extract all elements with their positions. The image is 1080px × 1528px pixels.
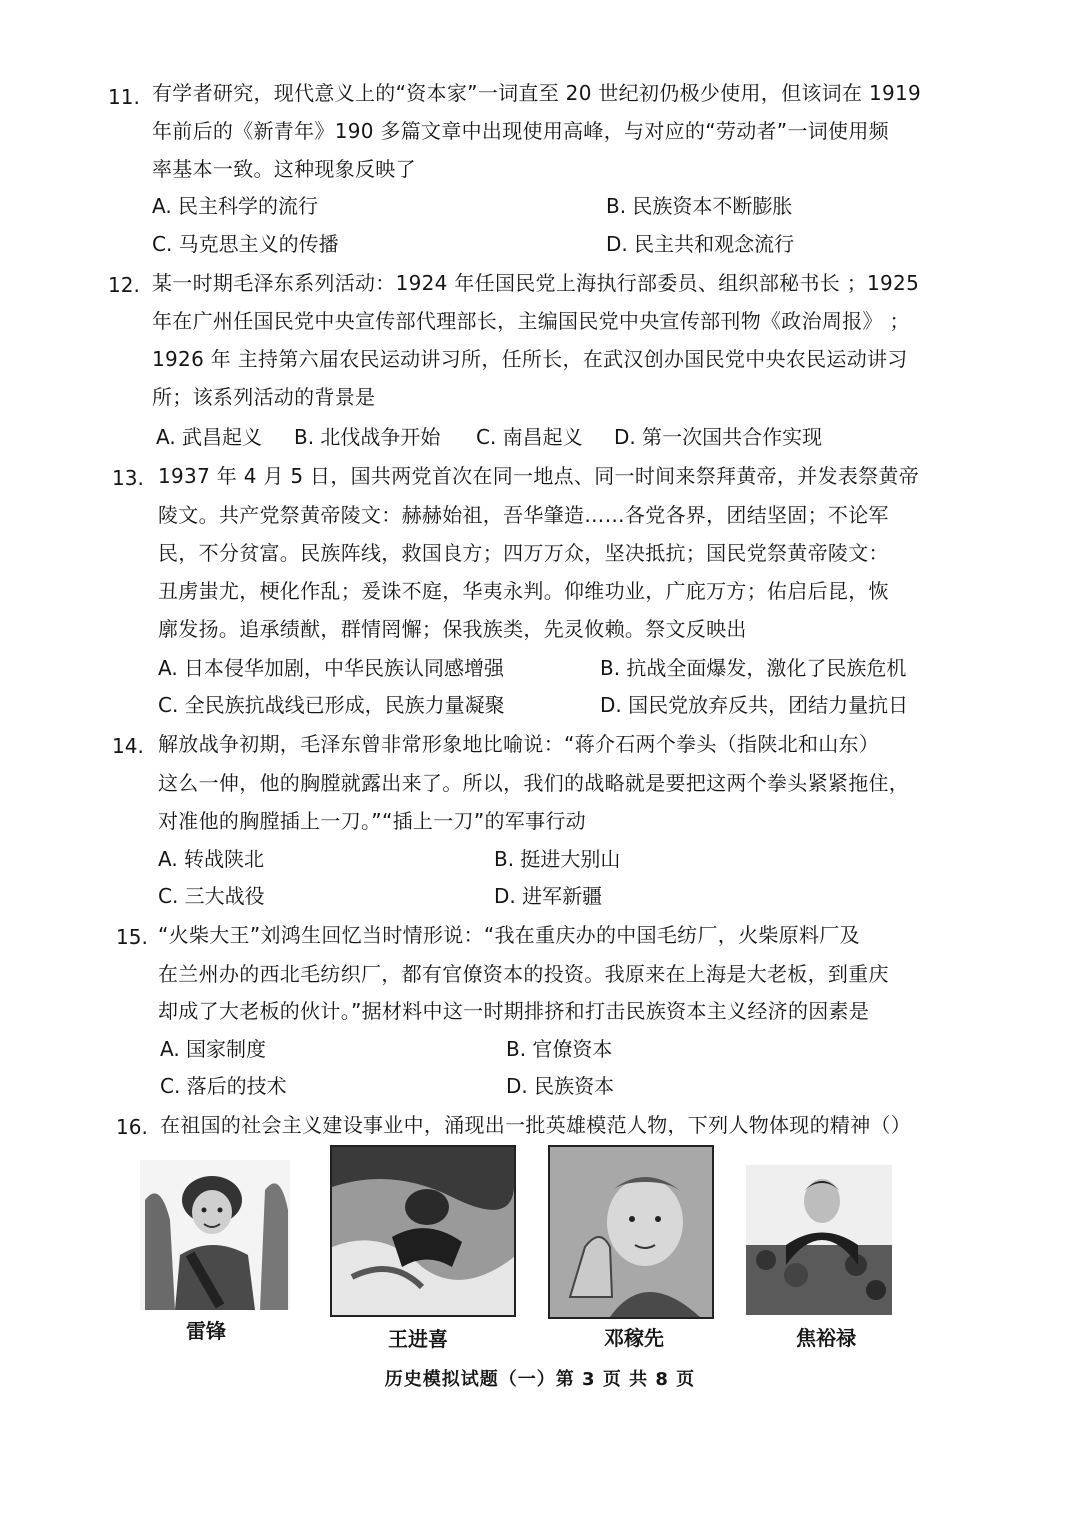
option-c: C. 南昌起义 bbox=[476, 425, 583, 449]
question-number: 11. bbox=[108, 85, 140, 109]
wang-jinxi-photo bbox=[330, 1145, 516, 1317]
option-a: A. 日本侵华加剧，中华民族认同感增强 bbox=[158, 656, 505, 680]
question-stem-line: 率基本一致。这种现象反映了 bbox=[152, 157, 416, 181]
deng-jiaxian-photo bbox=[548, 1145, 714, 1319]
option-a: A. 转战陕北 bbox=[158, 847, 265, 871]
question-stem-line: 在祖国的社会主义建设事业中，涌现出一批英雄模范人物，下列人物体现的精神（） bbox=[160, 1113, 912, 1137]
option-b: B. 北伐战争开始 bbox=[294, 425, 441, 449]
figure-caption-deng-jiaxian: 邓稼先 bbox=[604, 1326, 664, 1350]
question-stem-line: 解放战争初期，毛泽东曾非常形象地比喻说：“蒋介石两个拳头（指陕北和山东） bbox=[158, 732, 880, 756]
figure-caption-lei-feng: 雷锋 bbox=[186, 1319, 226, 1343]
option-d: D. 第一次国共合作实现 bbox=[614, 425, 823, 449]
option-a: A. 民主科学的流行 bbox=[152, 194, 319, 218]
option-c: C. 三大战役 bbox=[158, 884, 265, 908]
question-number: 12. bbox=[108, 273, 140, 297]
question-number: 13. bbox=[112, 466, 144, 490]
question-stem-line: 陵文。共产党祭黄帝陵文：赫赫始祖，吾华肇造……各党各界，团结坚固；不论军 bbox=[158, 503, 889, 527]
question-stem-line: 有学者研究，现代意义上的“资本家”一词直至 20 世纪初仍极少使用，但该词在 1919 bbox=[152, 81, 922, 105]
question-stem-line: 丑虏蚩尤，梗化作乱；爰诛不庭，华夷永判。仰维功业，广庇万方；佑启后昆，恢 bbox=[158, 579, 889, 603]
option-b: B. 民族资本不断膨胀 bbox=[606, 194, 793, 218]
option-d: D. 进军新疆 bbox=[494, 884, 603, 908]
question-stem-line: 在兰州办的西北毛纺织厂，都有官僚资本的投资。我原来在上海是大老板，到重庆 bbox=[158, 962, 889, 986]
option-a: A. 国家制度 bbox=[160, 1037, 267, 1061]
question-stem-line: 对准他的胸膛插上一刀。”“插上一刀”的军事行动 bbox=[158, 809, 586, 833]
lei-feng-photo bbox=[140, 1160, 290, 1310]
question-stem-line: “火柴大王”刘鸿生回忆当时情形说：“我在重庆办的中国毛纺厂，火柴原料厂及 bbox=[158, 923, 860, 947]
option-b: B. 抗战全面爆发，激化了民族危机 bbox=[600, 656, 907, 680]
question-stem-line: 某一时期毛泽东系列活动：1924 年任国民党上海执行部委员、组织部秘书长 ；1925 bbox=[152, 271, 920, 295]
question-stem-line: 却成了大老板的伙计。”据材料中这一时期排挤和打击民族资本主义经济的因素是 bbox=[158, 999, 870, 1023]
question-stem-line: 民，不分贫富。民族阵线，救国良方；四万万众，坚决抵抗；国民党祭黄帝陵文： bbox=[158, 541, 889, 565]
option-b: B. 官僚资本 bbox=[506, 1037, 613, 1061]
option-b: B. 挺进大别山 bbox=[494, 847, 621, 871]
option-d: D. 民主共和观念流行 bbox=[606, 232, 795, 256]
question-stem-line: 这么一伸，他的胸膛就露出来了。所以，我们的战略就是要把这两个拳头紧紧拖住， bbox=[158, 771, 910, 795]
figure-caption-wang-jinxi: 王进喜 bbox=[388, 1327, 448, 1351]
option-a: A. 武昌起义 bbox=[156, 425, 263, 449]
option-c: C. 全民族抗战线已形成，民族力量凝聚 bbox=[158, 693, 505, 717]
question-number: 16. bbox=[116, 1115, 148, 1139]
page-footer: 历史模拟试题（一）第 3 页 共 8 页 bbox=[384, 1369, 696, 1390]
question-stem-line: 所；该系列活动的背景是 bbox=[152, 385, 376, 409]
figure-caption-jiao-yulu: 焦裕禄 bbox=[796, 1326, 856, 1350]
option-d: D. 民族资本 bbox=[506, 1074, 615, 1098]
question-number: 14. bbox=[112, 734, 144, 758]
question-stem-line: 1926 年 主持第六届农民运动讲习所，任所长，在武汉创办国民党中央农民运动讲习 bbox=[152, 347, 908, 371]
jiao-yulu-photo bbox=[746, 1165, 892, 1315]
question-stem-line: 年在广州任国民党中央宣传部代理部长，主编国民党中央宣传部刊物《政治周报》 ； bbox=[152, 309, 910, 333]
option-d: D. 国民党放弃反共，团结力量抗日 bbox=[600, 693, 909, 717]
question-stem-line: 1937 年 4 月 5 日，国共两党首次在同一地点、同一时间来祭拜黄帝，并发表祭黄帝 bbox=[158, 464, 920, 488]
question-number: 15. bbox=[116, 925, 148, 949]
option-c: C. 马克思主义的传播 bbox=[152, 232, 339, 256]
option-c: C. 落后的技术 bbox=[160, 1074, 287, 1098]
question-stem-line: 年前后的《新青年》190 多篇文章中出现使用高峰，与对应的“劳动者”一词使用频 bbox=[152, 119, 889, 143]
question-stem-line: 廓发扬。追承绩猷，群情罔懈；保我族类，先灵攸赖。祭文反映出 bbox=[158, 617, 747, 641]
